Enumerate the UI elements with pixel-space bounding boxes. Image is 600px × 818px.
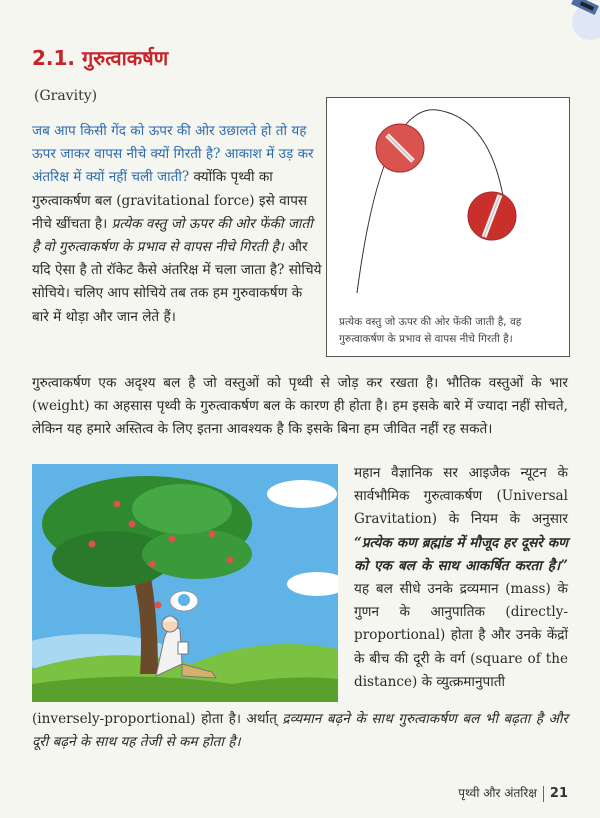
- page-number: 21: [549, 786, 568, 801]
- trajectory-diagram: [327, 98, 569, 298]
- page-footer: [458, 784, 568, 802]
- footer-section: पृथ्वी और अंतरिक्ष: [458, 786, 537, 800]
- ball-falling: [468, 192, 516, 240]
- newton-apple-tree-illustration: [32, 464, 338, 702]
- closing-text-a: (inversely-proportional) होता है। अर्थात्: [32, 711, 283, 727]
- ball-top: [376, 124, 424, 172]
- intro-text-a: क्योंकि पृथ्वी का गुरुत्वाकर्षण बल (gravitational force) इसे वापस नीचे खींचता है।: [32, 169, 308, 232]
- intro-question: जब आप किसी गेंद को ऊपर की ओर उछालते हो तो यह ऊपर जाकर वापस नीचे क्यों गिरती है? आकाश में उड़ कर अंतरिक्ष में क्यों नहीं चली जाती?: [32, 123, 314, 186]
- closing-italic: द्रव्यमान बढ़ने के साथ गुरुत्वाकर्षण बल भी बढ़ता है और दूरी बढ़ने के साथ यह तेजी से कम होता है।: [32, 711, 568, 751]
- footer-divider: [543, 786, 544, 802]
- ball-trajectory-figure: [326, 97, 570, 357]
- figure-caption: प्रत्येक वस्तु जो ऊपर की ओर फेंकी जाती है, वह गुरुत्वाकर्षण के प्रभाव से वापस नीचे गिरती है।: [339, 316, 522, 345]
- closing-paragraph: [32, 708, 568, 754]
- section-title: 2.1. गुरुत्वाकर्षण: [32, 46, 169, 70]
- satellite-decoration: [530, 0, 600, 40]
- intro-italic: प्रत्येक वस्तु जो ऊपर की ओर फेंकी जाती है वो गुरुत्वाकर्षण के प्रभाव से वापस नीचे गिरती है।: [32, 215, 313, 256]
- gravity-paragraph: गुरुत्वाकर्षण एक अदृश्य बल है जो वस्तुओं को पृथ्वी से जोड़ कर रखता है। भौतिक वस्तुओं के भार (weight) का अहसास पृथ्वी के गुरुत्वाकर्षण बल के कारण ही होता है। हम इसके बारे में ज्यादा नहीं सोचते, लेकिन यह हमारे अस्तित्व के लिए इतना आवश्यक है कि इसके बिना हम जीवित नहीं रह सकते।: [32, 375, 568, 438]
- intro-text-b: और यदि ऐसा है तो रॉकेट कैसे अंतरिक्ष में चला जाता है? सोचिये सोचिये। चलिए आप सोचिये तब तक हम गुरुवाकर्षण के बारे में थोड़ा और जान लेते हैं।: [32, 239, 322, 325]
- newton-text-b: यह बल सीधे उनके द्रव्यमान (mass) के गुणन के आनुपातिक (directly-proportional) होता है और उनके केंद्रों के बीच की दूरी के वर्ग (square of the distance) के व्युत्क्रमानुपाती: [354, 581, 568, 690]
- intro-paragraph: [32, 120, 322, 329]
- newton-quote: “प्रत्येक कण ब्रह्मांड में मौजूद हर दूसरे कण को एक बल के साथ आकर्षित करता है।”: [354, 534, 568, 574]
- section-subtitle: (Gravity): [34, 88, 98, 104]
- newton-law-paragraph: [354, 462, 568, 694]
- newton-text-a: महान वैज्ञानिक सर आइजैक न्यूटन के सार्वभौमिक गुरुत्वाकर्षण (Universal Gravitation) के नियम के अनुसार: [354, 465, 568, 528]
